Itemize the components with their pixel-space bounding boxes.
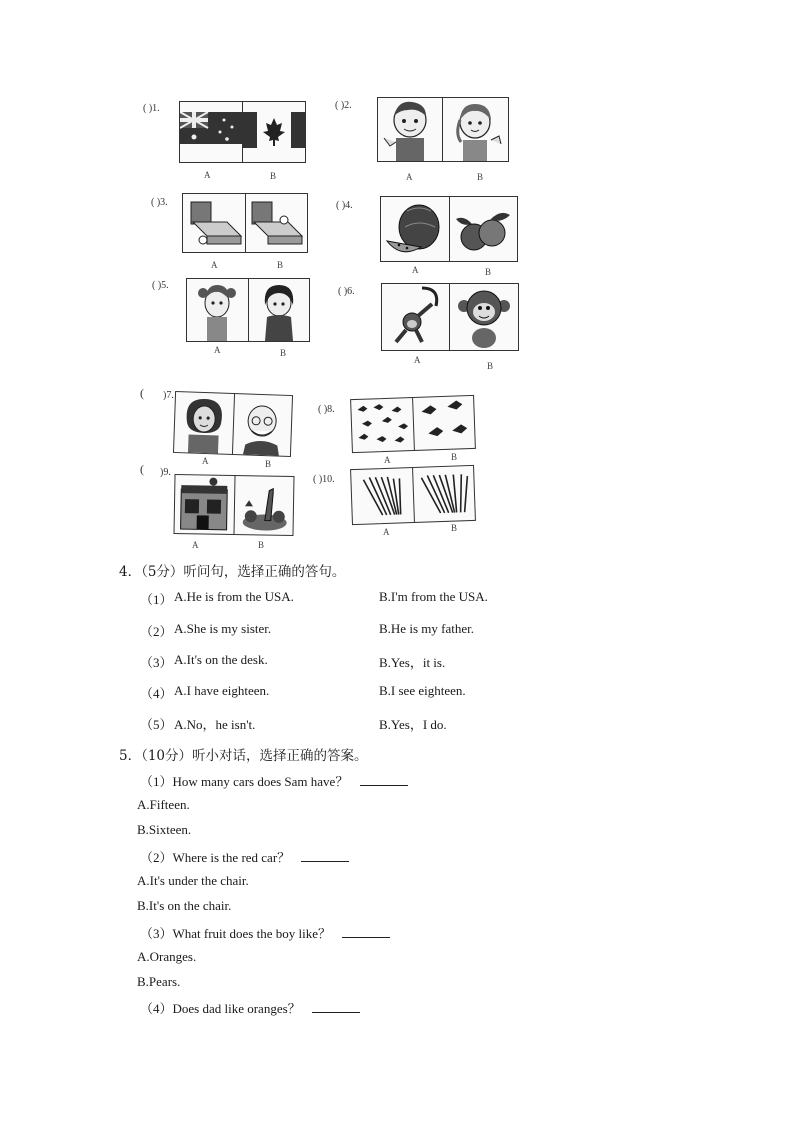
item-9-caption-b: B <box>258 540 265 550</box>
s4-q5-option-b: B.Yes，I do. <box>379 717 447 732</box>
s5-q2-row <box>140 847 349 866</box>
item-8-caption-b: B <box>451 452 458 462</box>
item-7-caption-b: B <box>265 459 272 469</box>
section-4-title: 4．（5分）听问句，选择正确的答句。 <box>119 564 346 580</box>
girl-short-hair-icon <box>249 279 309 341</box>
item-2-number: ( )2. <box>335 100 352 111</box>
s4-q4-option-b: B.I see eighteen. <box>379 683 466 698</box>
item-6-caption-a: A <box>414 355 421 365</box>
item-2-caption-a: A <box>406 172 413 182</box>
s4-q4-number: （4） <box>140 686 173 701</box>
few-birds-icon <box>413 396 475 450</box>
s5-q3-question: （3）What fruit does the boy like？ <box>140 926 331 941</box>
item-10-caption-b: B <box>451 523 458 533</box>
item-3-image-frame <box>182 193 308 253</box>
s4-q1-option-b: B.I'm from the USA. <box>379 589 488 604</box>
s5-q3-answer-blank[interactable] <box>342 925 390 938</box>
item-4-image-frame <box>380 196 518 262</box>
s5-q4-answer-blank[interactable] <box>312 1000 360 1013</box>
item-10-caption-a: A <box>383 527 390 537</box>
item-9-caption-a: A <box>192 540 199 550</box>
s5-q2-option-b: B.It's on the chair. <box>137 898 232 913</box>
s5-q2-answer-blank[interactable] <box>301 849 349 862</box>
item-9-image-frame <box>173 474 294 536</box>
boy-icon <box>378 98 442 161</box>
item-5-caption-b: B <box>280 348 287 358</box>
item-6-caption-b: B <box>487 361 494 371</box>
watermelon-icon <box>381 197 449 261</box>
girl-with-pigtails-icon <box>187 279 248 341</box>
item-7-image-frame <box>173 391 293 457</box>
bed-ball-on-top-icon <box>246 194 307 252</box>
item-9-paren: ( <box>140 462 144 476</box>
girl-icon <box>443 98 508 161</box>
peaches-icon <box>450 197 517 261</box>
s4-q3-option-a: A.It's on the desk. <box>174 652 268 667</box>
item-4-caption-a: A <box>412 265 419 275</box>
item-10-image-frame <box>350 465 476 525</box>
item-5-caption-a: A <box>214 345 221 355</box>
s5-q3-option-b: B.Pears. <box>137 974 181 989</box>
s5-q2-question: （2）Where is the red car？ <box>140 850 291 865</box>
woman-icon <box>174 392 234 454</box>
s4-q2-number: （2） <box>140 624 173 639</box>
s5-q1-question: （1）How many cars does Sam have？ <box>140 774 349 789</box>
item-3-caption-b: B <box>277 260 284 270</box>
s5-q4-row <box>140 998 360 1017</box>
s4-q2-option-b: B.He is my father. <box>379 621 474 636</box>
item-9-number: )9. <box>160 467 171 478</box>
item-1-caption-b: B <box>270 171 277 181</box>
canada-flag-icon <box>243 102 305 162</box>
hanging-monkey-icon <box>382 284 449 350</box>
s4-q3-option-b: B.Yes，it is. <box>379 655 446 670</box>
s5-q2-option-a: A.It's under the chair. <box>137 873 249 888</box>
australia-flag-icon <box>180 102 242 162</box>
s4-q5-option-a: A.No，he isn't. <box>174 717 256 732</box>
s5-q4-question: （4）Does dad like oranges？ <box>140 1001 301 1016</box>
item-7-caption-a: A <box>202 456 209 466</box>
item-6-number: ( )6. <box>338 286 355 297</box>
item-10-number: ( )10. <box>313 474 335 485</box>
many-birds-icon <box>351 398 414 452</box>
item-8-caption-a: A <box>384 455 391 465</box>
sticks-bundle-a-icon <box>351 468 414 524</box>
giraffe-zoo-icon <box>234 476 293 535</box>
shop-icon <box>175 475 235 534</box>
s5-q1-answer-blank[interactable] <box>360 773 408 786</box>
item-5-number: ( )5. <box>152 280 169 291</box>
item-8-image-frame <box>350 395 476 453</box>
item-1-image-frame <box>179 101 306 163</box>
s4-q1-option-a: A.He is from the USA. <box>174 589 294 604</box>
item-7-number: )7. <box>163 390 174 401</box>
sitting-monkey-icon <box>450 284 518 350</box>
item-7-paren: ( <box>140 386 144 400</box>
old-man-icon <box>233 394 292 456</box>
item-1-caption-a: A <box>204 170 211 180</box>
item-4-number: ( )4. <box>336 200 353 211</box>
item-2-caption-b: B <box>477 172 484 182</box>
item-6-image-frame <box>381 283 519 351</box>
s4-q3-number: （3） <box>140 655 173 670</box>
s5-q3-option-a: A.Oranges. <box>137 949 197 964</box>
s4-q5-number: （5） <box>140 717 173 732</box>
s4-q4-option-a: A.I have eighteen. <box>174 683 270 698</box>
s4-q2-option-a: A.She is my sister. <box>174 621 272 636</box>
item-3-number: ( )3. <box>151 197 168 208</box>
sticks-bundle-b-icon <box>413 466 475 522</box>
item-4-caption-b: B <box>485 267 492 277</box>
s5-q1-option-b: B.Sixteen. <box>137 822 192 837</box>
item-8-number: ( )8. <box>318 404 335 415</box>
s5-q1-option-a: A.Fifteen. <box>137 797 190 812</box>
item-2-image-frame <box>377 97 509 162</box>
s4-q1-number: （1） <box>140 592 173 607</box>
bed-with-ball-icon <box>183 194 245 252</box>
section-5-title: 5．（10分）听小对话，选择正确的答案。 <box>119 748 368 764</box>
item-1-number: ( )1. <box>143 103 160 114</box>
s5-q3-row <box>140 923 390 942</box>
s5-q1-row <box>140 771 408 790</box>
item-5-image-frame <box>186 278 310 342</box>
item-3-caption-a: A <box>211 260 218 270</box>
